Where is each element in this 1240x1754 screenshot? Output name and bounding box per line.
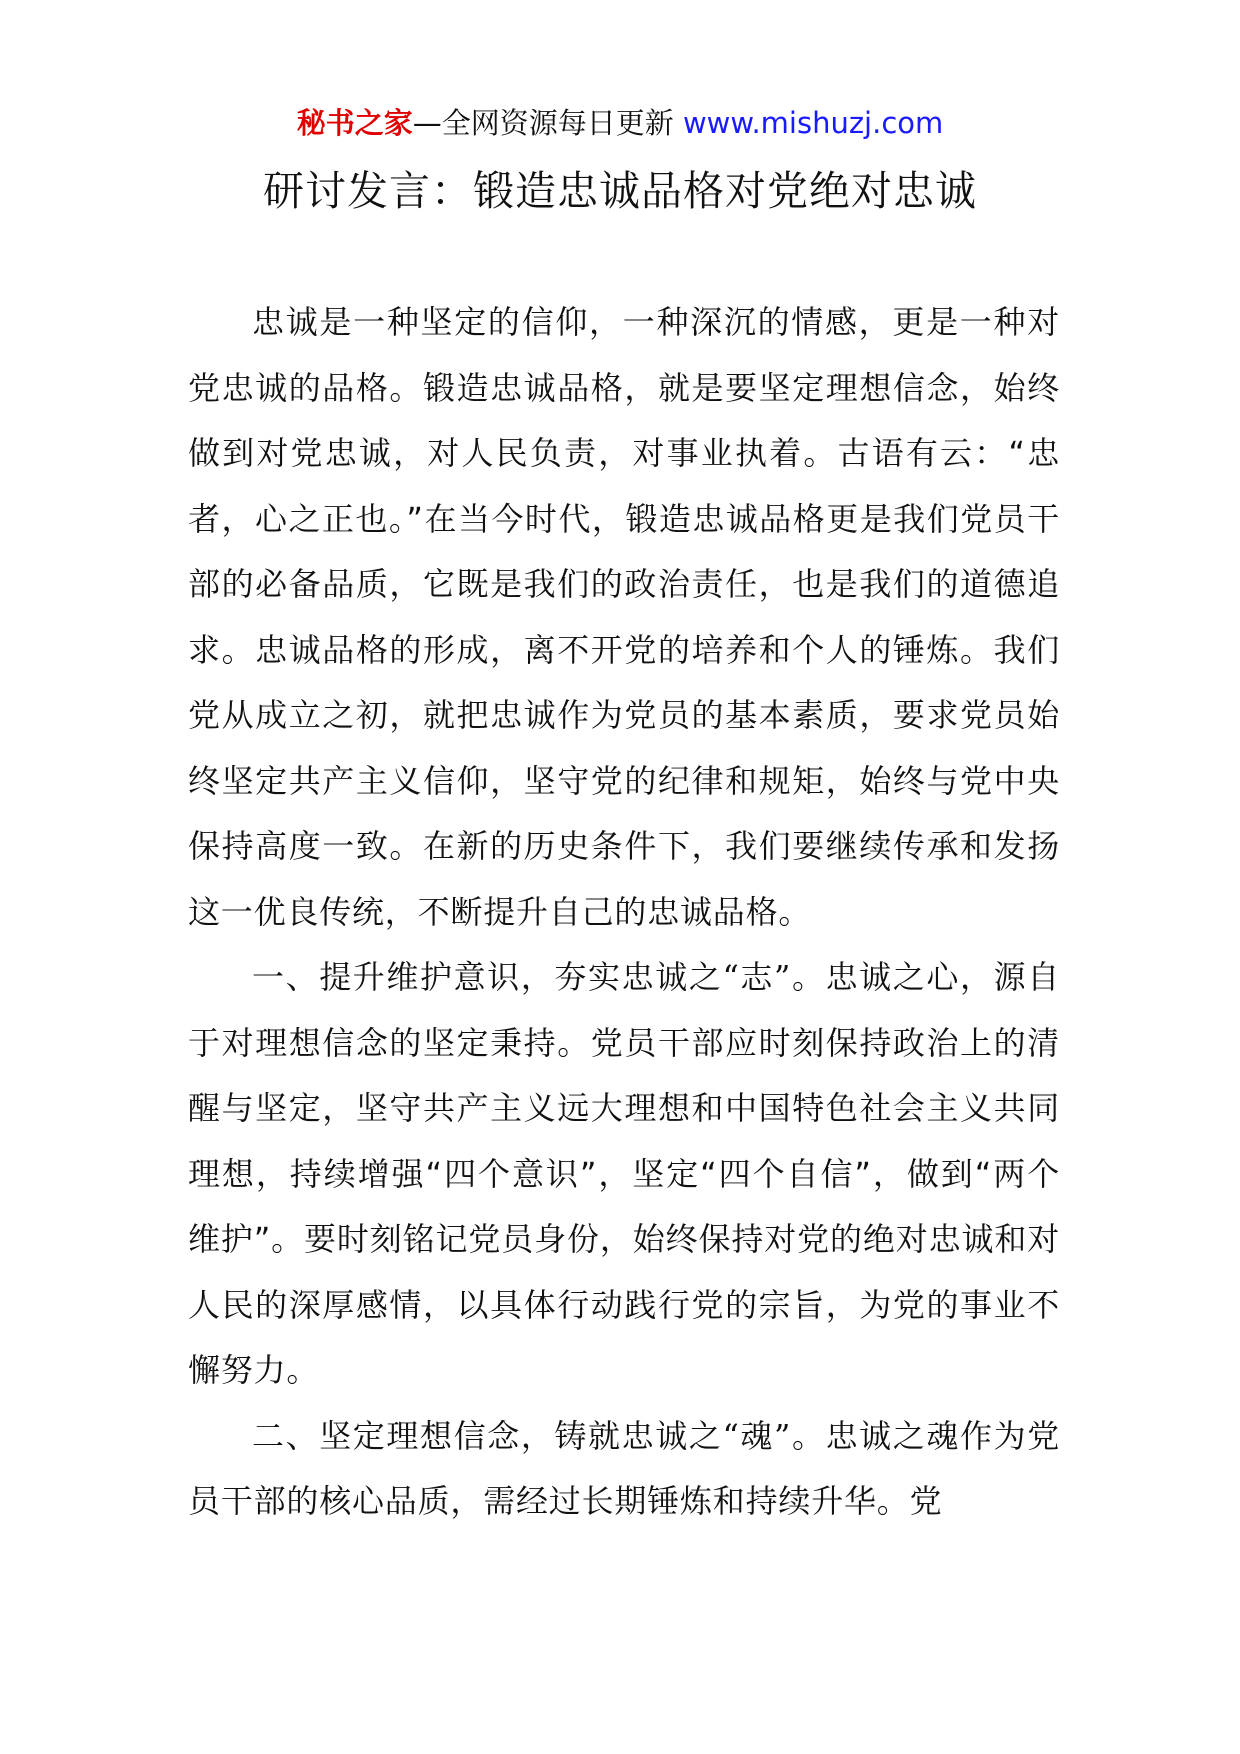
paragraph-text: 忠诚之心，源自于对理想信念的坚定秉持。党员干部应时刻保持政治上的清醒与坚定，坚守共产主义远大理想和中国特色社会主义共同理想，持续增强“四个意识”，坚定“四个自信”，做到“两个维护”。要时刻铭记党员身份，始终保持对党的绝对忠诚和对人民的深厚感情，以具体行动践行党的宗旨，为党的事业不懈努力。 (188, 958, 1060, 1389)
paragraph-text: 忠诚之魂作为党员干部的核心品质，需经过长期锤炼和持续升华。党 (188, 1416, 1060, 1520)
paragraph-section-1 (188, 945, 1060, 1404)
section-heading: 一、提升维护意识，夯实忠诚之“志”。 (252, 958, 826, 996)
paragraph-intro (188, 290, 1060, 945)
section-heading: 二、坚定理想信念，铸就忠诚之“魂”。 (252, 1416, 826, 1455)
document-title: 研讨发言：锻造忠诚品格对党绝对忠诚 (263, 167, 977, 215)
site-link[interactable]: www.mishuzj.com (682, 106, 944, 140)
paragraph-section-2 (188, 1404, 1060, 1535)
site-header (0, 103, 1240, 143)
brand-name: 秘书之家 (296, 106, 413, 140)
paragraph-text: 忠诚是一种坚定的信仰，一种深沉的情感，更是一种对党忠诚的品格。锻造忠诚品格，就是要坚定理想信念，始终做到对党忠诚，对人民负责，对事业执着。古语有云：“忠者，心之正也。”在当今时代，锻造忠诚品格更是我们党员干部的必备品质，它既是我们的政治责任，也是我们的道德追求。忠诚品格的形成，离不开党的培养和个人的锤炼。我们党从成立之初，就把忠诚作为党员的基本素质，要求党员始终坚定共产主义信仰，坚守党的纪律和规矩，始终与党中央保持高度一致。在新的历史条件下，我们要继续传承和发扬这一优良传统，不断提升自己的忠诚品格。 (188, 303, 1060, 931)
document-body (188, 290, 1060, 1535)
header-tagline: —全网资源每日更新 (412, 106, 683, 140)
